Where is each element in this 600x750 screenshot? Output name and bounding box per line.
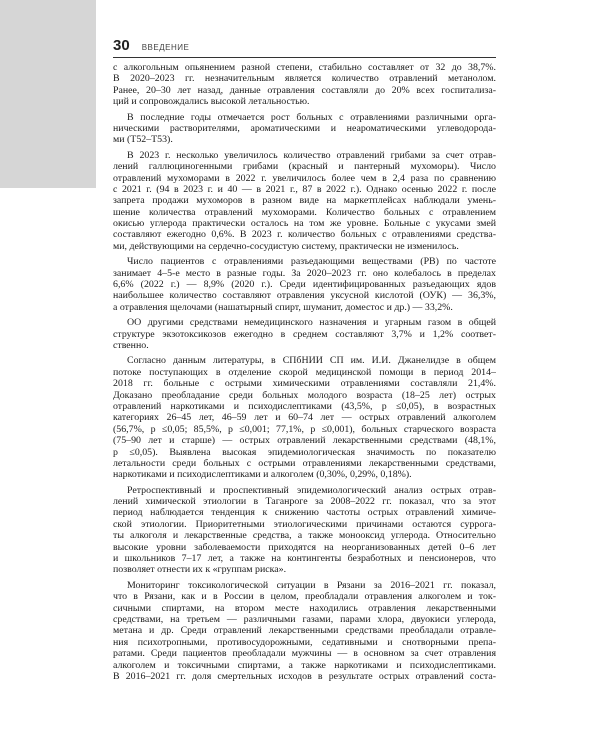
text-line: ния психотропными, противосудорожными, седативными и снотворными препа- (113, 636, 496, 648)
text-line: ской этиологии. Приоритетными этиологическими причинами остаются суррога- (113, 518, 496, 530)
body-text (113, 62, 496, 682)
text-line: Ретроспективный и проспективный эпидемиологический анализ острых отрав- (127, 484, 496, 496)
text-line: (56,7%, p ≤0,05; 85,5%, p ≤0,001; 77,1%, p ≤0,001), больных старческого возраста (113, 423, 496, 435)
text-line: период наблюдается тенденция к снижению частоты острых отравлений химиче- (113, 507, 496, 519)
paragraph (113, 485, 496, 576)
text-line: 6,6% (2022 г.) — 8,9% (2020 г.). Среди идентифицированных разъедающих ядов (113, 279, 496, 291)
text-line: летальности среди больных с острыми отравлениями лекарственными средствами, (113, 457, 496, 469)
text-line: ми, действующими на сердечно-сосудистую систему, практически не изменилось. (113, 240, 459, 252)
text-line: Мониторинг токсикологической ситуации в Рязани за 2016–2021 гг. показал, (127, 579, 496, 591)
text-line: наркотиками и психодислептиками и алкоголем (0,30%, 0,29%, 0,18%). (113, 469, 412, 481)
text-line: Доказано преобладание среди больных молодого возраста (18–25 лет) острых (113, 389, 496, 401)
text-line: лений химической этиологии в Таганроге за 2008–2022 гг. показал, что за этот (113, 496, 496, 508)
text-line: с 2021 г. (94 в 2023 г. и 40 — в 2021 г., 87 в 2022 г.). Однако осенью 2022 г. после (113, 183, 496, 195)
text-line: В последние годы отмечается рост больных с отравлениями различными орга- (127, 111, 496, 123)
paragraph (113, 256, 496, 313)
text-line: потоке поступающих в отделение скорой медицинской помощи в период 2014– (113, 366, 496, 378)
text-line: с алкогольным опьянением разной степени, стабильно составляет от 32 до 38,7%. (113, 62, 496, 73)
text-line: а отравления щелочами (нашатырный спирт, шуманит, доместос и др.) — 33,2%. (113, 301, 453, 313)
text-line: окисью углерода практически осталось на том же уровне. Больные с укусами змей (113, 218, 496, 230)
section-title: ВВЕДЕНИЕ (141, 43, 190, 52)
text-line: категориях 26–45 лет, 46–59 лет и 60–74 лет — острых отравлений алкоголем (113, 412, 496, 424)
text-line: шение количества отравлений мухоморами. Количество больных с отравлением (113, 206, 496, 218)
text-line: что в Рязани, как и в России в целом, преобладали отравления алкоголем и ток- (113, 591, 496, 603)
paragraph (113, 112, 496, 146)
side-margin-tab (0, 0, 96, 188)
text-line: лений галлюциногенными грибами (красный и пантерный мухоморы). Число (113, 161, 496, 173)
text-line: средствами, на третьем — различными газами, парами хлора, двуокиси углерода, (113, 613, 496, 625)
text-line: и школьников 7–17 лет, а также на контингенты безработных и пенсионеров, что (113, 553, 496, 565)
text-line: ническими растворителями, ароматическими и неароматическими углеводорода- (113, 122, 496, 134)
paragraph (113, 317, 496, 351)
page-number: 30 (113, 37, 130, 54)
text-line: позволяет отнести их к «группам риска». (113, 564, 287, 576)
text-line: ратами. Среди пациентов преобладали мужчины — в основном за счет отравления (113, 648, 496, 660)
text-line: отравлений наркотиками и психодислептиками (43,5%, p ≤0,05), в возрастных (113, 400, 496, 412)
text-line: ми (T52–T53). (113, 134, 173, 146)
text-line: Согласно данным литературы, в СПбНИИ СП им. И.И. Джанелидзе в общем (127, 355, 496, 367)
text-line: В 2023 г. несколько увеличилось количество отравлений грибами за счет отрав- (127, 149, 496, 161)
text-line: В 2016–2021 гг. доля смертельных исходов в результате острых отравлений соста- (113, 670, 496, 682)
text-line: структуре экзотоксикозов ежегодно в среднем составляют 3,7% и 1,2% соответ- (113, 328, 496, 340)
header-rule (113, 57, 496, 58)
text-line: занимает 4–5-е место в разные годы. За 2020–2023 гг. оно колебалось в пределах (113, 267, 496, 279)
paragraph (113, 580, 496, 683)
text-line: (75–90 лет и старше) — острых отравлений лекарственными средствами (48,1%, (113, 435, 496, 447)
text-line: ОО другими средствами немедицинского назначения и угарным газом в общей (127, 317, 496, 329)
text-line: p ≤0,05). Выявлена высокая эпидемиологическая значимость по показателю (113, 446, 496, 458)
text-line: высокие уровни заболеваемости приходятся на неорганизованных детей 0–6 лет (113, 541, 496, 553)
text-line: Ранее, 20–30 лет назад, данные отравления составляли до 20% всех госпитализа- (113, 84, 496, 96)
text-line: отравлений мухоморами в 2022 г. увеличилось более чем в 2,4 раза по сравнению (113, 172, 496, 184)
text-line: запрета продажи мухоморов в разном виде на маркетплейсах наблюдали умень- (113, 195, 496, 207)
text-line: метана и др. Среди отравлений лекарственными средствами преобладали отравле- (113, 625, 496, 637)
page-header (113, 37, 189, 54)
text-line: сичными спиртами, на втором месте находились отравления лекарственными (113, 602, 496, 614)
text-line: В 2020–2023 гг. незначительным является количество отравлений метанолом. (113, 73, 496, 85)
text-line: ственно. (113, 339, 149, 351)
text-line: наибольшее количество составляют отравления уксусной кислотой (ОУК) — 36,3%, (113, 290, 496, 302)
text-line: ты алкоголя и лекарственные средства, а также монооксид углерода. Относительно (113, 530, 496, 542)
text-line: составляют ежегодно 0,6%. В 2023 г. количество больных с отравлениями средства- (113, 229, 496, 241)
text-line: ций и сопровождались высокой летальностью. (113, 96, 310, 108)
text-line: алкоголем и токсичными спиртами, а также наркотиками и психодислептиками. (113, 659, 496, 671)
paragraph (113, 62, 496, 108)
text-line: Число пациентов с отравлениями разъедающими веществами (РВ) по частоте (127, 256, 496, 268)
paragraph (113, 150, 496, 253)
text-line: 2018 гг. больные с острыми химическими отравлениями составляли 21,4%. (113, 378, 496, 390)
paragraph (113, 355, 496, 480)
